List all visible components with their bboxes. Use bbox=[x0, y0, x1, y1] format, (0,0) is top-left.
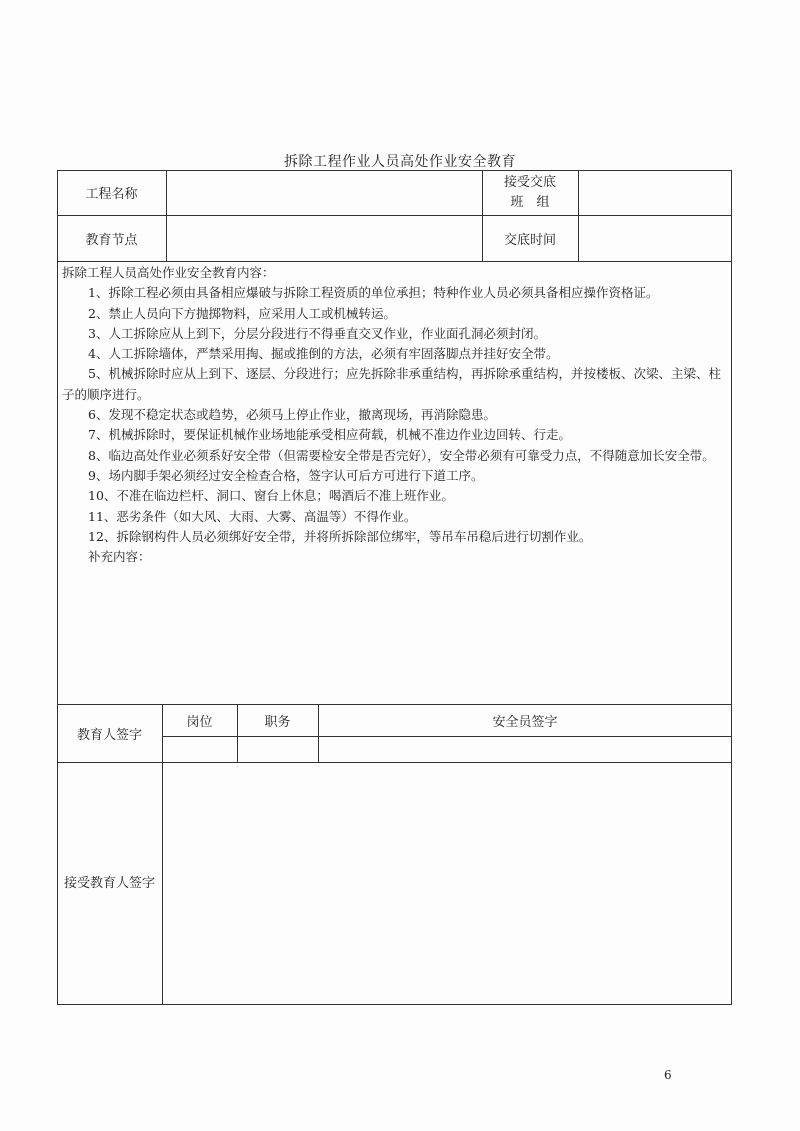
content-item: 12、拆除钢构件人员必须绑好安全带，并将所拆除部位绑牢，等吊车吊稳后进行切割作业。 bbox=[88, 528, 592, 544]
page-number: 6 bbox=[664, 1068, 672, 1082]
duty-field[interactable] bbox=[237, 736, 318, 762]
position-header: 岗位 bbox=[186, 714, 213, 730]
receiving-team-label bbox=[482, 170, 578, 215]
handover-time-field[interactable] bbox=[578, 215, 732, 261]
duty-header: 职务 bbox=[264, 714, 291, 730]
content-item: 3、人工拆除应从上到下，分层分段进行不得垂直交叉作业，作业面孔洞必须封闭。 bbox=[88, 325, 546, 341]
safety-officer-signature-header: 安全员签字 bbox=[492, 714, 558, 730]
content-item: 1、拆除工程必须由具备相应爆破与拆除工程资质的单位承担；特种作业人员必须具备相应操作资格证。 bbox=[88, 285, 659, 301]
content-item: 10、不准在临边栏杆、洞口、窗台上休息；喝酒后不准上班作业。 bbox=[88, 488, 454, 504]
receiving-team-label-line1: 接受交底 bbox=[503, 174, 556, 190]
content-item: 7、机械拆除时，要保证机械作业场地能承受相应荷载，机械不准边作业边回转、行走。 bbox=[88, 427, 571, 443]
project-name-label: 工程名称 bbox=[85, 187, 138, 202]
content-item: 11、恶劣条件（如大风、大雨、大雾、高温等）不得作业。 bbox=[88, 508, 417, 524]
content-heading: 拆除工程人员高处作业安全教育内容： bbox=[62, 265, 275, 280]
supplement-label: 补充内容： bbox=[88, 549, 151, 565]
content-item: 9、场内脚手架必须经过安全检查合格，签字认可后方可进行下道工序。 bbox=[88, 467, 484, 483]
education-node-field[interactable] bbox=[166, 215, 482, 261]
receiver-signature-field[interactable] bbox=[162, 762, 732, 1005]
content-item: 5、机械拆除时应从上到下、逐层、分段进行；应先拆除非承重结构，再拆除承重结构，并按楼板、次梁、主梁、柱子的顺序进行。 bbox=[62, 366, 721, 402]
content-item: 6、发现不稳定状态或趋势，必须马上停止作业，撤离现场，再消除隐患。 bbox=[88, 407, 496, 423]
education-node-label: 教育节点 bbox=[85, 232, 138, 248]
receiver-signature-label: 接受教育人签字 bbox=[63, 875, 155, 891]
receiving-team-label-line2: 班 组 bbox=[510, 194, 550, 210]
content-item: 8、临边高处作业必须系好安全带（但需要检安全带是否完好），安全带必须有可靠受力点，不得随意加长安全带。 bbox=[88, 447, 715, 463]
document-title: 拆除工程作业人员高处作业安全教育 bbox=[284, 154, 516, 170]
educator-signature-label: 教育人签字 bbox=[76, 727, 142, 743]
content-item: 2、禁止人员向下方抛掷物料，应采用人工或机械转运。 bbox=[88, 305, 396, 321]
position-field[interactable] bbox=[162, 736, 237, 762]
content-item: 4、人工拆除墙体，严禁采用掏、掘或推倒的方法，必须有牢固落脚点并挂好安全带。 bbox=[88, 346, 559, 362]
project-name-field[interactable] bbox=[166, 170, 482, 215]
divider-row2-bottom bbox=[57, 261, 732, 262]
safety-officer-signature-field[interactable] bbox=[318, 736, 732, 762]
education-content bbox=[62, 263, 728, 567]
receiving-team-field[interactable] bbox=[578, 170, 732, 215]
handover-time-label: 交底时间 bbox=[503, 232, 556, 248]
